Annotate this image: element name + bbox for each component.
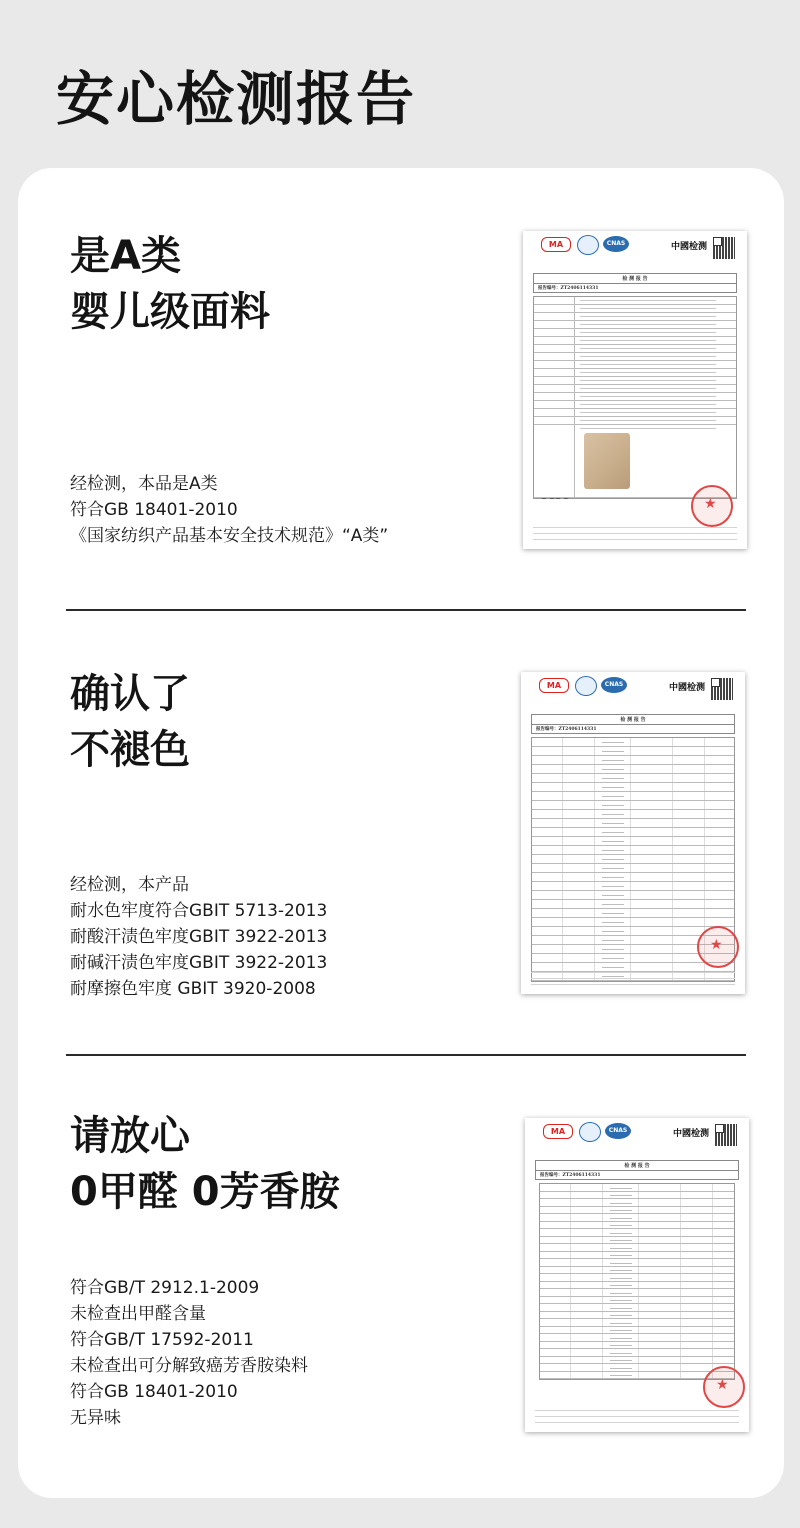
cert-title: 检 测 报 告 bbox=[533, 273, 737, 284]
section-colorfastness bbox=[18, 610, 784, 1054]
test-report-image bbox=[521, 672, 745, 994]
cert-brand: 中國检测 bbox=[671, 242, 708, 252]
section-description bbox=[70, 471, 388, 549]
description-line: 未检查出可分解致癌芳香胺染料 bbox=[70, 1356, 308, 1376]
cma-logo-icon: MA bbox=[543, 1124, 573, 1139]
cma-logo-icon: MA bbox=[541, 237, 571, 252]
description-line: 符合GB/T 2912.1-2009 bbox=[70, 1278, 260, 1298]
cert-table bbox=[539, 1183, 735, 1380]
description-line: 耐碱汗渍色牢度GBIT 3922-2013 bbox=[70, 953, 328, 973]
test-report-image bbox=[523, 231, 747, 549]
cert-title: 检 测 报 告 bbox=[531, 714, 735, 725]
signature-image: ~ ~~ ~ bbox=[541, 495, 569, 503]
red-seal-stamp-icon bbox=[691, 485, 733, 527]
cma-logo-icon: MA bbox=[539, 678, 569, 693]
description-line: 耐酸汗渍色牢度GBIT 3922-2013 bbox=[70, 927, 328, 947]
heading-line: 不褪色 bbox=[70, 727, 190, 773]
red-seal-stamp-icon bbox=[697, 926, 739, 968]
qr-code-icon bbox=[711, 678, 733, 700]
section-heading bbox=[70, 666, 190, 778]
description-line: 符合GB 18401-2010 bbox=[70, 500, 238, 520]
description-line: 经检测，本品是A类 bbox=[70, 474, 218, 494]
cnas-logo-icon: CNAS bbox=[601, 677, 627, 693]
cert-table bbox=[533, 296, 737, 499]
cert-report-number: 报告编号：ZT2406114331 bbox=[531, 725, 735, 734]
qr-code-icon bbox=[715, 1124, 737, 1146]
description-line: 无异味 bbox=[70, 1408, 121, 1428]
heading-line: 婴儿级面料 bbox=[70, 289, 270, 335]
heading-line: 请放心 bbox=[70, 1113, 190, 1159]
description-line: 耐摩擦色牢度 GBIT 3920-2008 bbox=[70, 979, 316, 999]
heading-line: 0甲醛 0芳香胺 bbox=[70, 1169, 340, 1215]
ilac-logo-icon bbox=[577, 235, 599, 255]
section-a-class bbox=[18, 168, 784, 610]
report-card bbox=[18, 168, 784, 1498]
description-line: 未检查出甲醛含量 bbox=[70, 1304, 206, 1324]
cert-report-number: 报告编号：ZT2406114331 bbox=[533, 284, 737, 293]
fabric-sample-image bbox=[584, 433, 630, 489]
description-line: 符合GB 18401-2010 bbox=[70, 1382, 238, 1402]
section-formaldehyde bbox=[18, 1056, 784, 1498]
page-title: 安心检测报告 bbox=[56, 65, 417, 133]
heading-line: 是A类 bbox=[70, 233, 181, 279]
cnas-logo-icon: CNAS bbox=[605, 1123, 631, 1139]
section-description bbox=[70, 1275, 308, 1431]
heading-line: 确认了 bbox=[70, 671, 190, 717]
description-line: 经检测，本产品 bbox=[70, 875, 189, 895]
ilac-logo-icon bbox=[575, 676, 597, 696]
cert-report-number: 报告编号：ZT2406114331 bbox=[535, 1171, 739, 1180]
test-report-image bbox=[525, 1118, 749, 1432]
description-line: 《国家纺织产品基本安全技术规范》“A类” bbox=[70, 526, 389, 546]
cnas-logo-icon: CNAS bbox=[603, 236, 629, 252]
description-line: 耐水色牢度符合GBIT 5713-2013 bbox=[70, 901, 328, 921]
cert-title: 检 测 报 告 bbox=[535, 1160, 739, 1171]
red-seal-stamp-icon bbox=[703, 1366, 745, 1408]
section-description bbox=[70, 872, 327, 1002]
cert-brand: 中國检测 bbox=[673, 1129, 710, 1139]
description-line: 符合GB/T 17592-2011 bbox=[70, 1330, 254, 1350]
qr-code-icon bbox=[713, 237, 735, 259]
cert-brand: 中國检测 bbox=[669, 683, 706, 693]
section-heading bbox=[70, 228, 270, 340]
section-heading bbox=[70, 1108, 340, 1220]
ilac-logo-icon bbox=[579, 1122, 601, 1142]
